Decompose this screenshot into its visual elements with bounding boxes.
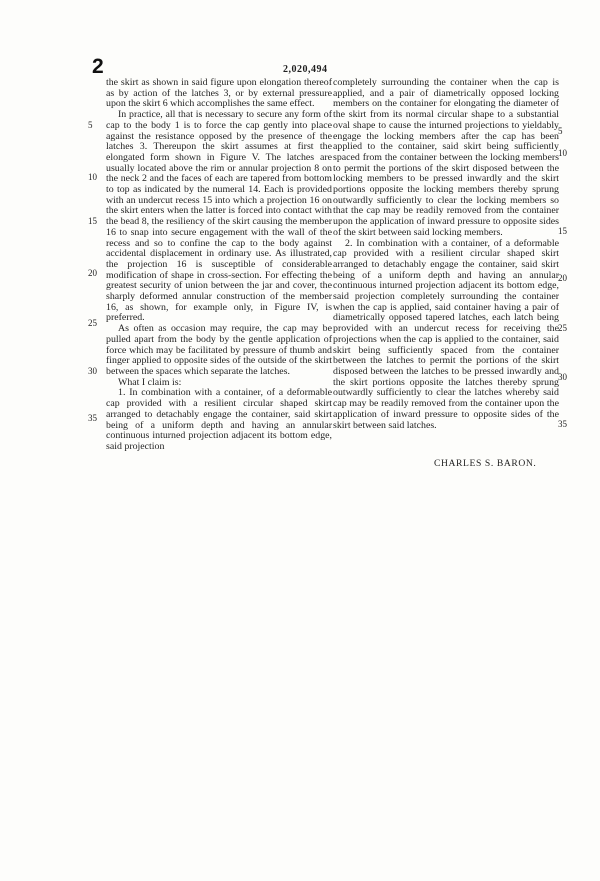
line-number: 15 — [88, 216, 97, 226]
patent-number: 2,020,494 — [283, 64, 328, 75]
line-number: 30 — [88, 366, 97, 376]
page-number: 2 — [92, 55, 104, 78]
line-number: 5 — [88, 120, 93, 130]
claims-heading: What I claim is: — [118, 376, 182, 388]
left-paragraph: As often as occasion may require, the cap may be pulled apart from the body by the gentle application of force which may be facilitated by pressure of thumb and finger applied to opposite sides of the outside of the skirt between the spaces which separate the latches. — [106, 323, 332, 377]
right-column — [333, 78, 559, 431]
claim-2: 2. In combination with a container, of a deformable cap provided with a resilient circular shaped skirt arranged to detachably engage the container, said skirt being of a uniform depth and having an annular continuous inturned projection adjacent its bottom edge, said projection completely surrounding the container when the cap is applied, said container having a pair of diametrically opposed tapered latches, each latch being provided with an undercut recess for receiving the projections when the cap is applied to the container, said skirt being sufficiently spaced from the container between the latches to permit the portions of the skirt disposed between the latches to be pressed inwardly and the skirt portions opposite the latches thereby sprung outwardly sufficiently to clear the latches whereby said cap may be readily removed from the container upon the application of inward pressure to opposite sides of the skirt between said latches. — [333, 237, 559, 431]
right-paragraph: completely surrounding the container when the cap is applied, and a pair of diametrically opposed locking members on the container for elongating the diameter of the skirt from its normal circular shape to a substantial oval shape to cause the inturned projections to yieldably engage the locking members after the cap has been applied to the container, said skirt being sufficiently spaced from the container between the locking members to permit the portions of the skirt disposed between the locking members to be pressed inwardly and the skirt portions opposite the locking members thereby sprung outwardly sufficiently to clear the locking members so that the cap may be readily removed from the container upon the application of inward pressure to opposite sides of the skirt between said locking members. — [333, 77, 559, 238]
claim-1: 1. In combination with a container, of a deformable cap provided with a resilient circular shaped skirt arranged to detachably engage the container, said skirt being of a uniform depth and having an annular continuous inturned projection adjacent its bottom edge, said projection — [106, 387, 332, 452]
inventor-signature: CHARLES S. BARON. — [434, 458, 537, 469]
line-number: 10 — [88, 172, 97, 182]
line-number: 30 — [558, 372, 567, 382]
line-number: 20 — [88, 268, 97, 278]
line-number: 35 — [558, 419, 567, 429]
line-number: 5 — [558, 126, 563, 136]
left-paragraph: In practice, all that is necessary to secure any form of cap to the body 1 is to force the cap gently into place against the resistance opposed by the presence of the latches 3. Thereupon the skirt assumes at first the elongated form shown in Figure V. The latches are usually located above the rim or annular projection 8 on the neck 2 and the faces of each are tapered from bottom to top as indicated by the numeral 14. Each is provided with an undercut recess 15 into which a projection 16 on the skirt enters when the latter is forced into contact with the bead 8, the resiliency of the skirt causing the member 16 to snap into secure engagement with the wall of the recess and so to confine the cap to the body against accidental displacement in ordinary use. As illustrated, the projection 16 is susceptible of considerable modification of shape in cross-section. For effecting the greatest security of union between the jar and cover, the sharply deformed annular construction of the member 16, as shown, for example only, in Figure IV, is preferred. — [106, 109, 332, 324]
line-number: 25 — [88, 318, 97, 328]
left-column — [106, 78, 332, 453]
line-number: 15 — [558, 226, 567, 236]
line-number: 25 — [558, 323, 567, 333]
line-number: 10 — [558, 148, 567, 158]
line-number: 35 — [88, 413, 97, 423]
left-paragraph: the skirt as shown in said figure upon elongation thereof as by action of the latches 3, or by external pressure upon the skirt 6 which accomplishes the same effect. — [106, 77, 332, 110]
line-number: 20 — [558, 273, 567, 283]
